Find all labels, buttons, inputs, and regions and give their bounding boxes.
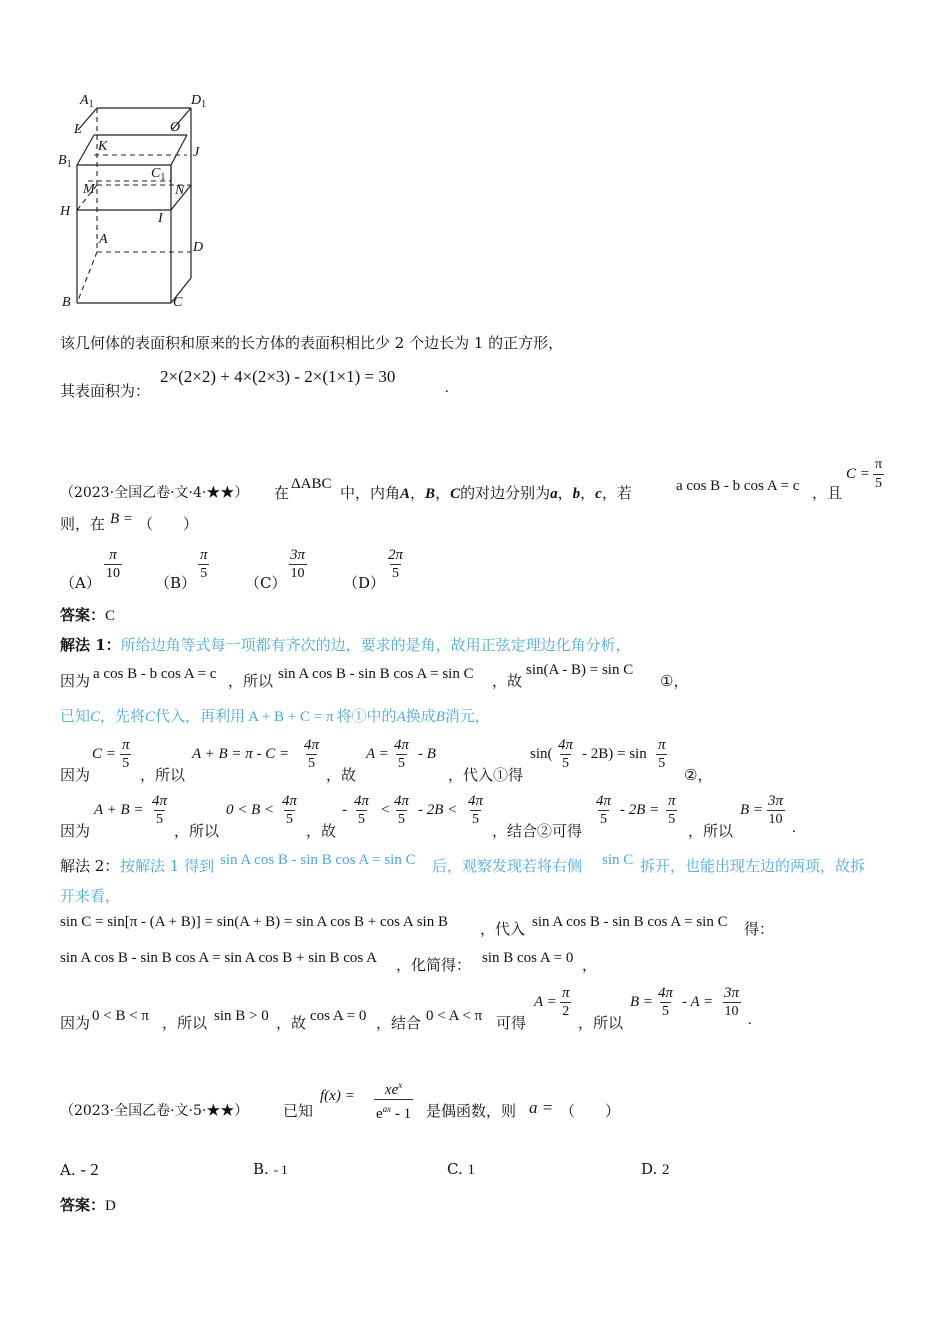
q5-option-d[interactable]: D. 2 (641, 1160, 670, 1178)
q4-s1-math: C = (92, 746, 116, 762)
q4-option-b-value: $\frac{\pi}{5}$ (200, 547, 208, 581)
q4-s1-fraction: $\frac{\pi}{5}$ (658, 737, 666, 771)
surface-area-end: . (445, 380, 449, 396)
q4-s2-title: 解法 2： (60, 857, 120, 875)
q4-c-eq: C = (846, 466, 870, 482)
q4-s1-fraction: $\frac{\pi}{5}$ (122, 737, 130, 771)
q4-s1-text: ，所以 (174, 822, 220, 840)
q4-s2-math: sin B > 0 (214, 1008, 269, 1024)
q5-source: （2023·全国乙卷·文·5·★★） (60, 1103, 249, 1119)
q4-s2-text: ，所以 (578, 1014, 624, 1032)
q4-s1-math: 0 < B < (226, 802, 275, 818)
svg-text:O: O (170, 120, 181, 135)
q4-s1-fraction: $\frac{4\pi}{5}$ (558, 737, 574, 771)
q5-function: f(x) = (320, 1088, 355, 1104)
q4-s1-strategy: 已知C，先将C代入，再利用 A + B + C = π 将①中的A换成B消元， (60, 707, 490, 725)
q4-option-a[interactable]: （A） (60, 574, 101, 592)
q4-s2-math: sin C = sin[π - (A + B)] = sin(A + B) = sin A cos B + cos A sin B (60, 914, 448, 930)
q4-s2-text: 后，观察发现若将右侧 (432, 857, 583, 875)
q4-answer: 答案：C (60, 606, 116, 624)
surface-area-note: 该几何体的表面积和原来的长方体的表面积相比少 2 个边长为 1 的正方形， (60, 334, 564, 352)
q4-s1-text: ，代入①得 (448, 766, 524, 784)
q4-s2-text: . (748, 1012, 752, 1028)
svg-text:J: J (193, 145, 200, 160)
q5-option-c[interactable]: C. 1 (447, 1160, 475, 1178)
q4-c-fraction: $\frac{\pi}{5}$ (875, 457, 883, 491)
q4-s1-math: < (380, 802, 391, 818)
q4-s2-text: 可得 (496, 1014, 527, 1032)
q4-source: （2023·全国乙卷·文·4·★★） (60, 485, 249, 501)
q4-option-c-value: $\frac{3\pi}{10}$ (290, 547, 306, 581)
q4-s2-text: 得： (744, 920, 775, 938)
q4-s2-math: B = (630, 994, 654, 1010)
q4-s1-fraction: $\frac{4\pi}{5}$ (394, 793, 410, 827)
q4-s2-text: ，代入 (480, 920, 526, 938)
q4-s1-fraction: $\frac{4\pi}{5}$ (354, 793, 370, 827)
q4-s1-text: 因为 (60, 766, 91, 784)
svg-text:B1: $B_1$ (58, 153, 72, 170)
q4-s2-math: 0 < B < π (92, 1008, 149, 1024)
q4-s1-text: ，所以 (688, 822, 734, 840)
q4-s1-text: . (792, 820, 796, 836)
svg-text:C1: $C_1$ (151, 166, 166, 183)
q4-s1-math: - (342, 802, 347, 818)
q4-s1-math: - 2B) = sin (582, 746, 647, 762)
q4-s1-math: A + B = (94, 802, 144, 818)
q4-option-d[interactable]: （D） (343, 574, 386, 592)
q4-s2-math: sin B cos A = 0 (482, 950, 574, 966)
q4-s2-math: sin A cos B - sin B cos A = sin C (220, 852, 416, 868)
q4-s1-math: a cos B - b cos A = c (93, 666, 217, 682)
q4-s2-fraction: $\frac{4\pi}{5}$ (658, 985, 674, 1019)
q4-s1-text: ，故 (326, 766, 357, 784)
svg-text:A: A (99, 232, 108, 247)
svg-text:M: M (83, 182, 95, 197)
q5-stem-text: 已知 (283, 1102, 314, 1120)
q4-s1-text: ②， (684, 766, 713, 784)
q4-s1-math: sin(A - B) = sin C (526, 662, 634, 678)
q4-s2-fraction: $\frac{3\pi}{10}$ (724, 985, 740, 1019)
q4-s2-text: ，故 (276, 1014, 307, 1032)
svg-text:H: H (60, 204, 71, 219)
svg-text:I: I (158, 211, 163, 226)
q4-condition: a cos B - b cos A = c (676, 478, 800, 494)
q5-fraction: $xe^x$ $e^{ax} - 1$ (376, 1080, 412, 1122)
q4-s1-math: - 2B = (620, 802, 660, 818)
q4-s1-math: sin( (530, 746, 553, 762)
svg-text:D: D (193, 240, 204, 255)
q4-option-d-value: $\frac{2\pi}{5}$ (388, 547, 404, 581)
q4-s1-text: 因为 (60, 672, 91, 690)
q4-s1-text: ，结合②可得 (492, 822, 583, 840)
q4-s2-math: sin A cos B - sin B cos A = sin C (532, 914, 728, 930)
figure-labels (58, 93, 206, 310)
q4-s2-math: sin A cos B - sin B cos A = sin A cos B + sin B cos A (60, 950, 377, 966)
q4-s2-text: 开来看， (60, 887, 121, 905)
svg-text:C: C (173, 295, 183, 310)
q4-s1-text: ，故 (306, 822, 337, 840)
svg-text:D1: $D_1$ (191, 93, 207, 110)
q4-s1-fraction: $\frac{4\pi}{5}$ (596, 793, 612, 827)
q4-triangle: ΔABC (291, 476, 332, 492)
q4-s2-text: ， (582, 956, 598, 974)
q4-stem-text: 中，内角A，B，C的对边分别为a，b，c，若 (340, 484, 632, 502)
q4-s2-text: ，结合 (376, 1014, 422, 1032)
q4-s1-fraction: $\frac{4\pi}{5}$ (394, 737, 410, 771)
q4-blank: （ ） (138, 515, 199, 533)
q4-s2-math: 0 < A < π (426, 1008, 483, 1024)
q5-option-a[interactable]: A. - 2 (60, 1160, 99, 1179)
q4-s2-text: ，化简得： (396, 956, 472, 974)
q4-s1-fraction: $\frac{4\pi}{5}$ (152, 793, 168, 827)
q4-s1-text: ，故 (492, 672, 523, 690)
q4-s1-fraction: $\frac{4\pi}{5}$ (304, 737, 320, 771)
q4-option-b[interactable]: （B） (155, 574, 197, 592)
q4-s1-fraction: $\frac{4\pi}{5}$ (282, 793, 298, 827)
q4-s1-math: - B (418, 746, 436, 762)
q4-s1-math: A = (366, 746, 389, 762)
q4-s1-fraction: $\frac{3\pi}{10}$ (768, 793, 784, 827)
svg-text:B: B (62, 295, 71, 310)
q5-stem-text: 是偶函数，则 (426, 1102, 517, 1120)
q4-s2-text: 因为 (60, 1014, 91, 1032)
q4-s2-math: sin C (602, 852, 634, 868)
q4-s2-text: 拆开，也能出现左边的两项，故拆 (640, 857, 866, 875)
q4-s1-text: ，所以 (228, 672, 274, 690)
q4-b-eq: B = (110, 511, 134, 527)
q4-s2-text: ，所以 (162, 1014, 208, 1032)
q4-s1-math: B = (740, 802, 764, 818)
q4-option-a-value: $\frac{\pi}{10}$ (106, 547, 120, 581)
q5-answer: 答案：D (60, 1196, 116, 1214)
q4-s1-fraction: $\frac{4\pi}{5}$ (468, 793, 484, 827)
q4-option-c[interactable]: （C） (245, 574, 287, 592)
q5-blank: （ ） (560, 1102, 621, 1120)
q4-s2-math: A = (534, 994, 557, 1010)
surface-area-label: 其表面积为： (60, 382, 151, 400)
q4-s1-text: ，所以 (140, 766, 186, 784)
q4-s1-intro: 解法 1：所给边角等式每一项都有齐次的边，要求的是角，故用正弦定理边化角分析， (60, 636, 631, 654)
svg-text:L: L (74, 122, 82, 137)
q4-s2-math: - A = (682, 994, 714, 1010)
q4-stem-text: ，且 (812, 484, 843, 502)
q4-s2-text: 按解法 1 得到 (120, 857, 215, 875)
q4-s1-text: ①， (660, 672, 689, 690)
q5-a-eq: a = (529, 1098, 554, 1117)
q4-s1-math: A + B = π - C = (192, 746, 290, 762)
q5-option-b[interactable]: B. - 1 (253, 1160, 288, 1178)
q4-s1-math: sin A cos B - sin B cos A = sin C (278, 666, 474, 682)
cuboid-figure (50, 88, 230, 313)
svg-text:K: K (98, 139, 108, 154)
q4-s1-text: 因为 (60, 822, 91, 840)
q4-s2-fraction: $\frac{\pi}{2}$ (562, 985, 570, 1019)
q4-s1-math: - 2B < (418, 802, 458, 818)
q4-stem-text: 则，在 (60, 515, 106, 533)
svg-text:N: N (175, 183, 185, 198)
q4-stem-text: 在 (274, 484, 290, 502)
surface-area-formula: 2×(2×2) + 4×(2×3) - 2×(1×1) = 30 (160, 367, 396, 386)
svg-text:A1: $A_1$ (80, 93, 94, 110)
q4-s2-math: cos A = 0 (310, 1008, 367, 1024)
q4-s1-fraction: $\frac{\pi}{5}$ (668, 793, 676, 827)
